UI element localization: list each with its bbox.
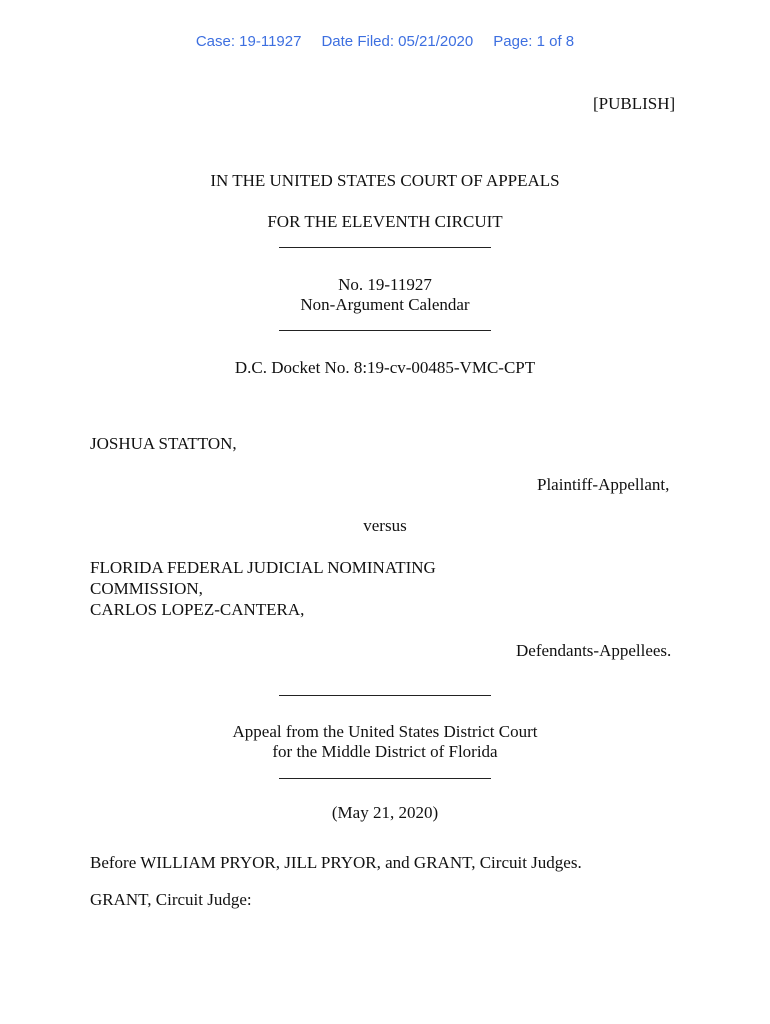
decision-date: (May 21, 2020) xyxy=(331,803,439,822)
calendar-type: Non-Argument Calendar xyxy=(300,295,470,314)
defendant-line2: COMMISSION, xyxy=(90,579,203,598)
divider-rule xyxy=(279,247,491,248)
opinion-author: GRANT, Circuit Judge: xyxy=(90,890,252,909)
court-name-line1: IN THE UNITED STATES COURT OF APPEALS xyxy=(210,171,560,190)
stamp-date-filed: Date Filed: 05/21/2020 xyxy=(321,33,474,50)
plaintiff-name: JOSHUA STATTON, xyxy=(90,434,237,453)
case-number: No. 19-11927 xyxy=(338,275,432,294)
filing-stamp xyxy=(0,33,770,50)
defendant-line3: CARLOS LOPEZ-CANTERA, xyxy=(90,600,305,619)
defendant-role: Defendants-Appellees. xyxy=(516,641,672,660)
court-name-line2: FOR THE ELEVENTH CIRCUIT xyxy=(267,212,503,231)
panel-statement: Before WILLIAM PRYOR, JILL PRYOR, and GRANT, Circuit Judges. xyxy=(90,853,582,872)
defendant-line1: FLORIDA FEDERAL JUDICIAL NOMINATING xyxy=(90,558,436,577)
stamp-page: Page: 1 of 8 xyxy=(493,33,575,50)
docket-number: D.C. Docket No. 8:19-cv-00485-VMC-CPT xyxy=(234,358,536,377)
appeal-line2: for the Middle District of Florida xyxy=(272,742,498,761)
divider-rule xyxy=(279,778,491,779)
plaintiff-role: Plaintiff-Appellant, xyxy=(537,475,670,494)
stamp-case: Case: 19-11927 xyxy=(195,33,302,50)
publish-tag: [PUBLISH] xyxy=(593,94,676,113)
divider-rule xyxy=(279,330,491,331)
versus-label: versus xyxy=(363,516,407,535)
divider-rule xyxy=(279,695,491,696)
appeal-line1: Appeal from the United States District Court xyxy=(232,722,538,741)
